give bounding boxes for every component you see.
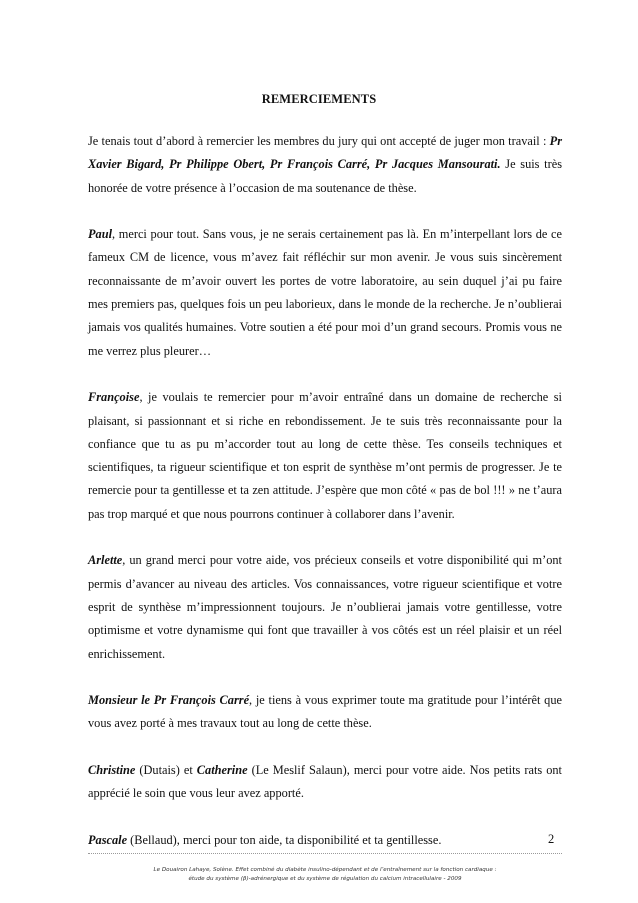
- page-number: 2: [548, 832, 555, 846]
- paragraph-text: (Bellaud), merci pour ton aide, ta disponibilité et ta gentillesse.: [127, 832, 442, 847]
- paragraph-paul: [88, 223, 562, 363]
- name-francoise: Françoise: [88, 390, 140, 405]
- paragraph-arlette: [88, 549, 562, 665]
- name-catherine: Catherine: [196, 763, 248, 778]
- paragraph-francois-carre: [88, 689, 562, 736]
- name-arlette: Arlette: [88, 553, 123, 568]
- paragraph-text: (Le Meslif Salaun), merci pour votre aide. Nos petits rats ont apprécié le soin que vous leur avez apporté.: [88, 763, 562, 801]
- paragraph-francoise: [88, 386, 562, 526]
- paragraph-text: , un grand merci pour votre aide, vos précieux conseils et votre disponibilité qui m’ont permis d’avancer au niveau des articles. Vos connaissances, votre rigueur scientifique et votre esprit de synthèse m’impressionnent toujours. Je n’oublierai jamais votre gentillesse, votre optimisme et votre dynamisme qui font que travailler à vos côtés est un réel plaisir et un réel enrichissement.: [88, 553, 562, 661]
- jury-names: Pr Xavier Bigard, Pr Philippe Obert, Pr François Carré, Pr Jacques Mansourati.: [88, 134, 562, 172]
- paragraph-text: Je tenais tout d’abord à remercier les membres du jury qui ont accepté de juger mon travail :: [88, 134, 550, 148]
- page-title: REMERCIEMENTS: [261, 92, 377, 106]
- paragraph-christine-catherine: [88, 759, 562, 806]
- footer-line-2: étude du système (β)-adrénergique et du système de régulation du calcium intracellulaire - 2009: [188, 876, 462, 882]
- paragraph-text: , je voulais te remercier pour m’avoir entraîné dans un domaine de recherche si plaisant, si passionnant et si riche en rebondissement. Je te suis très reconnaissante pour la confiance que tu as pu m’accorder tout au long de cette thèse. Tes conseils techniques et scientifiques, ta rigueur scientifique et ton esprit de synthèse m’ont permis de progresser. Je te remercie pour ta gentillesse et ta zen attitude. J’espère que mon côté « pas de bol !!! » ne t’aura pas trop marqué et que nous pourrons continuer à collaborer dans l’avenir.: [88, 390, 562, 521]
- paragraph-text: , je tiens à vous exprimer toute ma gratitude pour l’intérêt que vous avez porté à mes travaux tout au long de cette thèse.: [88, 693, 562, 731]
- paragraph-text: Je suis très honorée de votre présence à l’occasion de ma soutenance de thèse.: [88, 157, 562, 195]
- page-footer: [88, 866, 562, 884]
- document-body: [88, 130, 562, 876]
- footer-divider: [88, 853, 562, 854]
- paragraph-pascale: [88, 829, 562, 852]
- paragraph-text: , merci pour tout. Sans vous, je ne serais certainement pas là. En m’interpellant lors de ce fameux CM de licence, vous m’avez fait réfléchir sur mon avenir. Je vous suis sincèrement reconnaissante de m’avoir ouvert les portes de votre laboratoire, au sein duquel j’ai pu faire mes premiers pas, quelques fois un peu laborieux, dans le monde de la recherche. Je n’oublierai jamais vos qualités humaines. Votre soutien a été pour moi d’un grand secours. Promis vous ne me verrez plus pleurer…: [88, 227, 562, 358]
- name-paul: Paul: [88, 227, 113, 242]
- paragraph-text: (Dutais) et: [135, 763, 197, 778]
- footer-line-1: Le Douairon Lahaye, Solène. Effet combiné du diabète insulino-dépendant et de l’entraînement sur la fonction cardiaque :: [153, 867, 497, 873]
- name-christine: Christine: [88, 763, 136, 778]
- name-pascale: Pascale: [88, 832, 128, 847]
- name-francois-carre: Monsieur le Pr François Carré: [88, 693, 250, 708]
- paragraph-jury: [88, 130, 562, 200]
